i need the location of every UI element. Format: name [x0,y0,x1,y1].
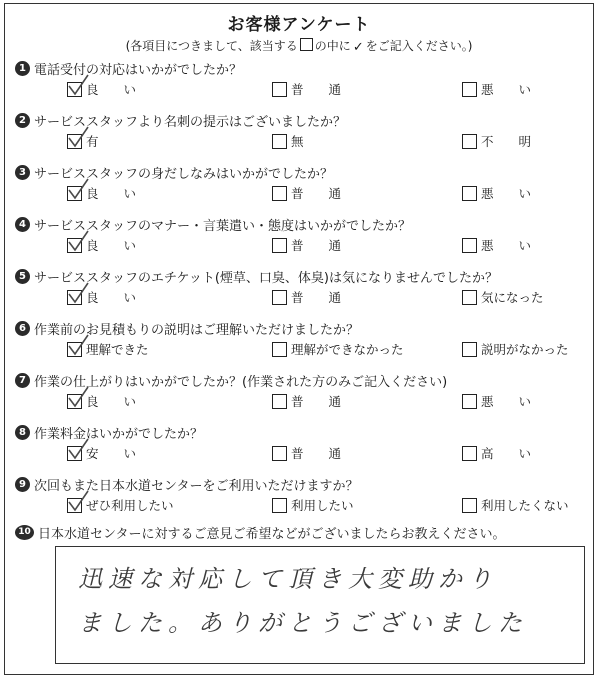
checkbox-icon [300,38,313,51]
checkbox[interactable] [67,394,82,409]
option[interactable] [67,184,247,202]
question-number: 10 [15,525,34,540]
checkbox[interactable] [67,186,82,201]
option-label: 説明がなかった [481,342,569,357]
option[interactable] [67,496,247,514]
option-label: 普 通 [291,82,342,97]
option[interactable] [272,184,452,202]
option[interactable] [67,132,247,150]
option[interactable] [272,132,452,150]
question-1 [15,58,585,100]
option[interactable] [462,184,600,202]
option-label: 安 い [86,446,137,461]
checkbox[interactable] [67,238,82,253]
checkbox[interactable] [462,238,477,253]
checkbox[interactable] [272,82,287,97]
question-text: サービススタッフより名刺の提示はございましたか？ [34,114,347,130]
instructions [5,37,593,55]
checkmark-icon [66,177,90,201]
question-number: 7 [15,373,30,388]
option-label: 良 い [86,290,137,305]
question-text: 作業の仕上がりはいかがでしたか？(作業された方のみご記入ください) [34,374,448,390]
checkmark-icon [66,125,90,149]
checkbox[interactable] [67,290,82,305]
checkmark-icon [66,281,90,305]
option[interactable] [272,340,452,358]
option[interactable] [462,132,600,150]
survey-sheet [4,3,594,675]
option[interactable] [272,444,452,462]
option-label: 普 通 [291,290,342,305]
option-label: 気になった [481,290,544,305]
question-8 [15,422,585,464]
checkbox[interactable] [67,446,82,461]
question-text: 電話受付の対応はいかがでしたか？ [34,62,243,78]
checkmark-icon [66,489,90,513]
option-group [15,234,585,256]
option-group [15,390,585,412]
question-text: 作業料金はいかがでしたか？ [34,426,204,442]
checkbox[interactable] [67,342,82,357]
option-label: 理解ができなかった [291,342,404,357]
checkbox[interactable] [462,186,477,201]
option-label: 良 い [86,238,137,253]
option-group [15,182,585,204]
question-9 [15,474,585,516]
checkbox[interactable] [272,446,287,461]
question-number: 2 [15,113,30,128]
checkbox[interactable] [272,290,287,305]
checkbox[interactable] [272,238,287,253]
option-group [15,286,585,308]
option[interactable] [67,236,247,254]
checkbox[interactable] [462,290,477,305]
question-text: サービススタッフの身だしなみはいかがでしたか？ [34,166,334,182]
question-7 [15,370,585,412]
option-label: 有 [86,134,99,149]
option-label: 普 通 [291,186,342,201]
option-label: 高 い [481,446,532,461]
checkbox[interactable] [67,134,82,149]
option[interactable] [462,288,600,306]
option-label: 無 [291,134,304,149]
option[interactable] [462,340,600,358]
option-label: ぜひ利用したい [86,498,174,513]
checkbox[interactable] [272,394,287,409]
question-2 [15,110,585,152]
option-label: 良 い [86,394,137,409]
option-label: 普 通 [291,446,342,461]
option[interactable] [462,80,600,98]
option-label: 悪 い [481,238,532,253]
option-group [15,78,585,100]
question-number: 6 [15,321,30,336]
question-text: 日本水道センターに対するご意見ご希望などがございましたらお教えください。 [38,526,506,542]
option[interactable] [67,340,247,358]
option[interactable] [462,236,600,254]
option-group [15,494,585,516]
question-3 [15,162,585,204]
checkbox[interactable] [272,342,287,357]
option[interactable] [272,236,452,254]
question-number: 5 [15,269,30,284]
option-group [15,338,585,360]
checkbox[interactable] [272,498,287,513]
question-number: 4 [15,217,30,232]
checkbox[interactable] [272,186,287,201]
checkmark-icon [66,437,90,461]
checkmark-icon [66,385,90,409]
option[interactable] [462,444,600,462]
option[interactable] [462,392,600,410]
checkmark-icon: ✓ [352,40,364,55]
checkbox[interactable] [462,134,477,149]
checkbox[interactable] [462,446,477,461]
checkbox[interactable] [67,82,82,97]
instructions-middle: の中に [314,39,351,53]
checkbox[interactable] [272,134,287,149]
option[interactable] [272,392,452,410]
option[interactable] [67,80,247,98]
option-label: 不 明 [481,134,532,149]
handwritten-answer-line-2: ました。ありがとうございました [78,609,528,637]
option[interactable] [462,496,600,514]
option-label: 悪 い [481,186,532,201]
question-number: 9 [15,477,30,492]
option[interactable] [67,288,247,306]
question-number: 3 [15,165,30,180]
option-label: 良 い [86,82,137,97]
question-4 [15,214,585,256]
question-text: サービススタッフのマナー・言葉遣い・態度はいかがでしたか？ [34,218,412,234]
option-label: 理解できた [86,342,149,357]
option-label: 悪 い [481,394,532,409]
option[interactable] [67,392,247,410]
comment-textarea[interactable] [55,546,585,664]
option-label: 普 通 [291,394,342,409]
option[interactable] [272,288,452,306]
option-label: 利用したくない [481,498,569,513]
question-5 [15,266,585,308]
question-6 [15,318,585,360]
checkmark-icon [66,73,90,97]
question-10 [15,522,585,542]
page-title: お客様アンケート [227,15,371,35]
question-number: 8 [15,425,30,440]
question-text: サービススタッフのエチケット(煙草、口臭、体臭)は気になりませんでしたか？ [34,270,498,286]
option-label: 利用したい [291,498,354,513]
option[interactable] [67,444,247,462]
question-text: 作業前のお見積もりの説明はご理解いただけましたか？ [34,322,360,338]
checkbox[interactable] [462,498,477,513]
checkbox[interactable] [462,394,477,409]
checkbox[interactable] [67,498,82,513]
option[interactable] [272,496,452,514]
checkbox[interactable] [462,82,477,97]
handwritten-answer-line-1: 迅速な対応して頂き大変助かり [78,565,498,593]
option-group [15,130,585,152]
option[interactable] [272,80,452,98]
option-label: 普 通 [291,238,342,253]
instructions-prefix: (各項目につきまして、該当する [125,39,298,53]
checkbox[interactable] [462,342,477,357]
question-number: 1 [15,61,30,76]
checkmark-icon [66,229,90,253]
option-label: 悪 い [481,82,532,97]
checkmark-icon [66,333,90,357]
instructions-suffix: をご記入ください。) [365,39,473,53]
option-label: 良 い [86,186,137,201]
question-text: 次回もまた日本水道センターをご利用いただけますか？ [34,478,359,494]
option-group [15,442,585,464]
